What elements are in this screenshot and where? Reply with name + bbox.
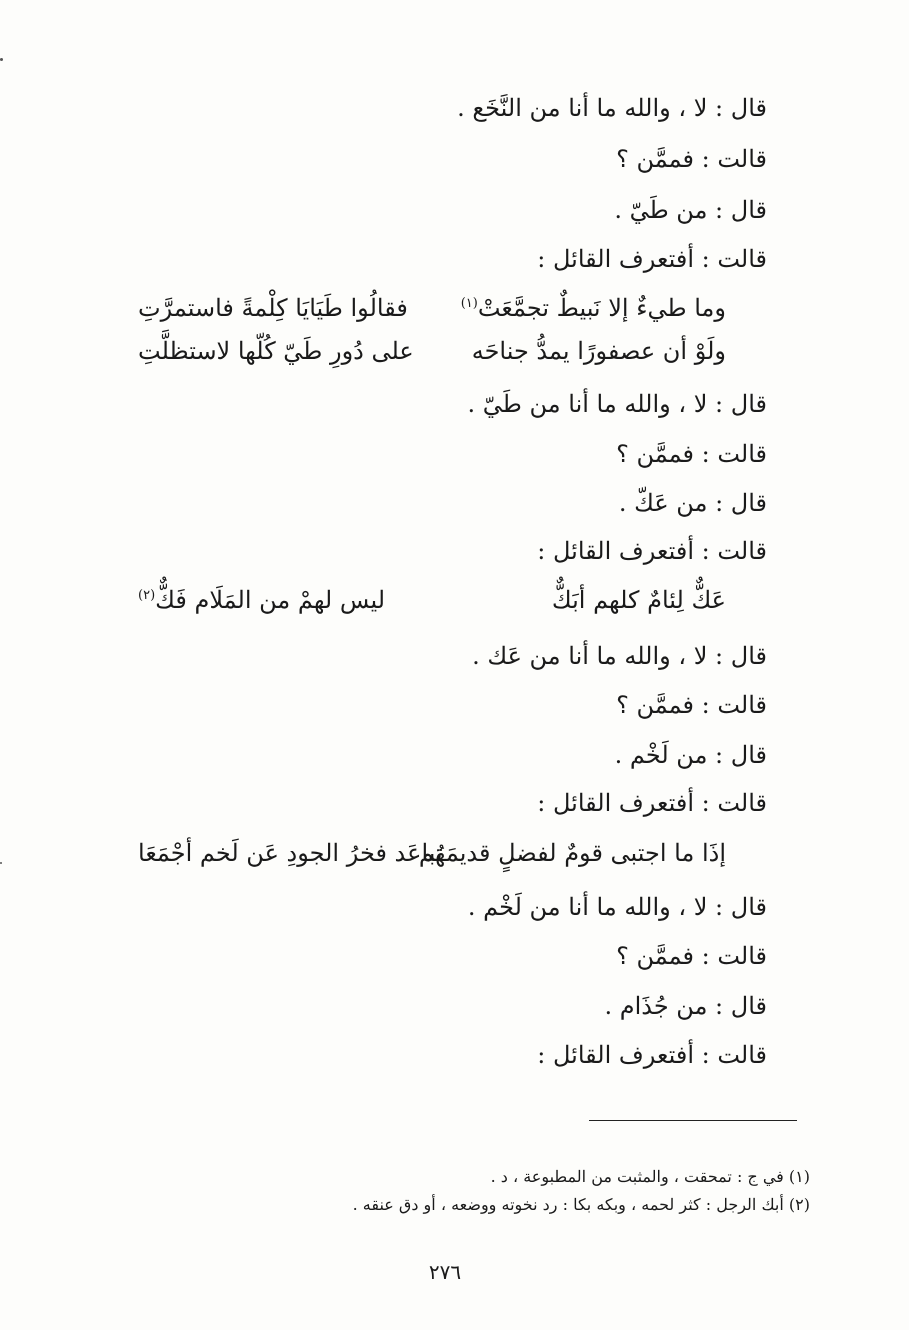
dialogue-line: قال : لا ، والله ما أنا من طَيّ . [467,390,767,418]
verse-first-hemistich: عَكٌّ لِئامٌ كلهم أبَكٌّ [551,586,726,614]
verse-first-hemistich: إذَا ما اجتبى قومٌ لفضلٍ قديمَهُم [418,839,726,867]
footnote: (١) في ج : تمحقت ، والمثبت من المطبوعة ، د . [490,1167,810,1186]
verse-line [138,333,770,369]
footnote-marker: (٢) [138,588,156,603]
dialogue-line: قال : من طَيّ . [614,196,767,224]
dialogue-line: قالت : فممَّن ؟ [616,942,767,970]
verse-first-hemistich: ولَوْ أن عصفورًا يمدُّ جناحَه [471,337,726,365]
verse-line [138,290,770,326]
verse-first-hemistich: وما طيءٌ إلا نَبيطٌ تجمَّعَتْ$^{(١)}$ [460,294,726,322]
dialogue-line: قال : من جُذَام . [604,992,767,1020]
dialogue-line: قالت : أفتعرف القائل : [537,1041,767,1069]
verse-second-hemistich: على دُورِ طَيّ كُلّها لاستظلَّتِ [138,337,414,365]
dialogue-line: قال : لا ، والله ما أنا من النَّخَع . [457,94,767,122]
dialogue-line: قال : من لَخْم . [614,741,767,769]
dialogue-line: قال : من عَكّ . [618,489,767,517]
footnote-marker: (١) [460,296,478,311]
verse-second-hemistich: فقالُوا طَيَايَا كِلْمةً فاستمرَّتِ [138,294,408,322]
scan-speck [0,862,2,864]
dialogue-line: قالت : فممَّن ؟ [616,691,767,719]
scan-speck [0,58,3,61]
dialogue-line: قالت : فممَّن ؟ [616,440,767,468]
dialogue-line: قالت : أفتعرف القائل : [537,537,767,565]
footnote-divider [589,1120,797,1121]
dialogue-line: قالت : فممَّن ؟ [616,145,767,173]
verse-second-hemistich: تباعَد فخرُ الجودِ عَن لَخم أجْمَعَا [138,839,443,867]
dialogue-line: قالت : أفتعرف القائل : [537,789,767,817]
dialogue-line: قالت : أفتعرف القائل : [537,245,767,273]
dialogue-line: قال : لا ، والله ما أنا من عَك . [472,642,767,670]
verse-second-hemistich: ليس لهمْ من المَلَام فَكٌّ$^{(٢)}$ [138,586,386,614]
dialogue-line: قال : لا ، والله ما أنا من لَخْم . [467,893,767,921]
page-number: ٢٧٦ [428,1260,462,1284]
verse-line [138,835,770,871]
footnote: (٢) أبك الرجل : كثر لحمه ، وبكه بكا : رد نخوته ووضعه ، أو دق عنقه . [352,1195,810,1214]
verse-line [138,582,770,618]
